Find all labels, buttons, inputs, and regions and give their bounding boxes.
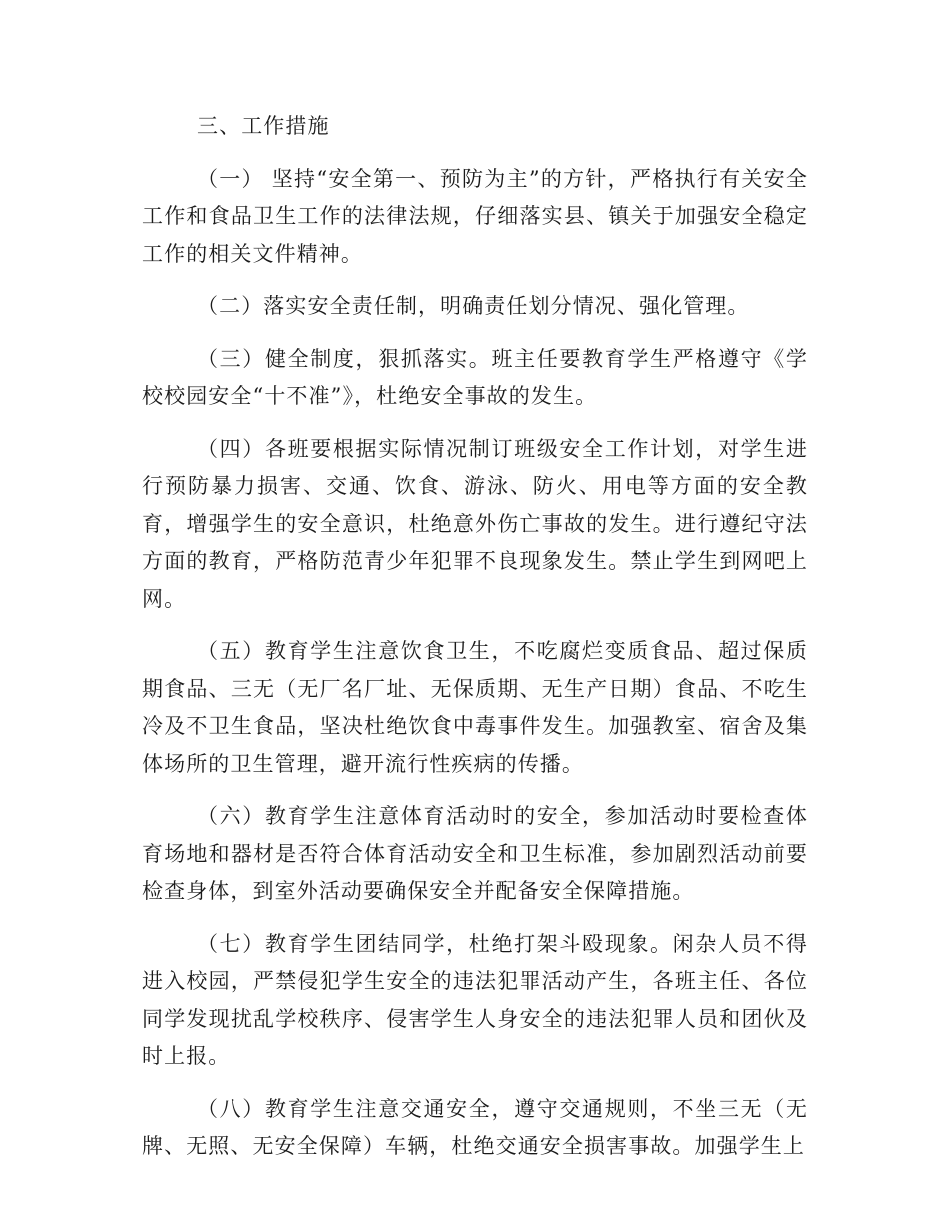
section-heading: 三、工作措施 <box>197 114 330 138</box>
paragraph-2: （二）落实安全责任制，明确责任划分情况、强化管理。 <box>197 294 750 318</box>
paragraph-8: （八）教育学生注意交通安全，遵守交通规则，不坐三无（无牌、无照、无安全保障）车辆，杜绝交通安全损害事故。加强学生上 <box>142 1096 808 1158</box>
paragraph-5: （五）教育学生注意饮食卫生，不吃腐烂变质食品、超过保质期食品、三无（无厂名厂址、无保质期、无生产日期）食品、不吃生冷及不卫生食品，坚决杜绝饮食中毒事件发生。加强教室、宿舍及集体场所的卫生管理，避开流行性疾病的传播。 <box>142 639 808 776</box>
paragraph-3: （三）健全制度，狠抓落实。班主任要教育学生严格遵守《学校校园安全“十不准”》，杜绝安全事故的发生。 <box>142 346 808 408</box>
document-body <box>142 108 808 1181</box>
paragraph-7: （七）教育学生团结同学，杜绝打架斗殴现象。闲杂人员不得进入校园，严禁侵犯学生安全的违法犯罪活动产生，各班主任、各位同学发现扰乱学校秩序、侵害学生人身安全的违法犯罪人员和团伙及时上报。 <box>142 931 808 1068</box>
paragraph-4: （四）各班要根据实际情况制订班级安全工作计划，对学生进行预防暴力损害、交通、饮食、游泳、防火、用电等方面的安全教育，增强学生的安全意识，杜绝意外伤亡事故的发生。进行遵纪守法方面的教育，严格防范青少年犯罪不良现象发生。禁止学生到网吧上网。 <box>142 436 808 611</box>
paragraph-1: （一） 坚持“安全第一、预防为主”的方针，严格执行有关安全工作和食品卫生工作的法律法规，仔细落实县、镇关于加强安全稳定工作的相关文件精神。 <box>142 166 808 266</box>
paragraph-6: （六）教育学生注意体育活动时的安全，参加活动时要检查体育场地和器材是否符合体育活动安全和卫生标准，参加剧烈活动前要检查身体，到室外活动要确保安全并配备安全保障措施。 <box>142 804 808 903</box>
